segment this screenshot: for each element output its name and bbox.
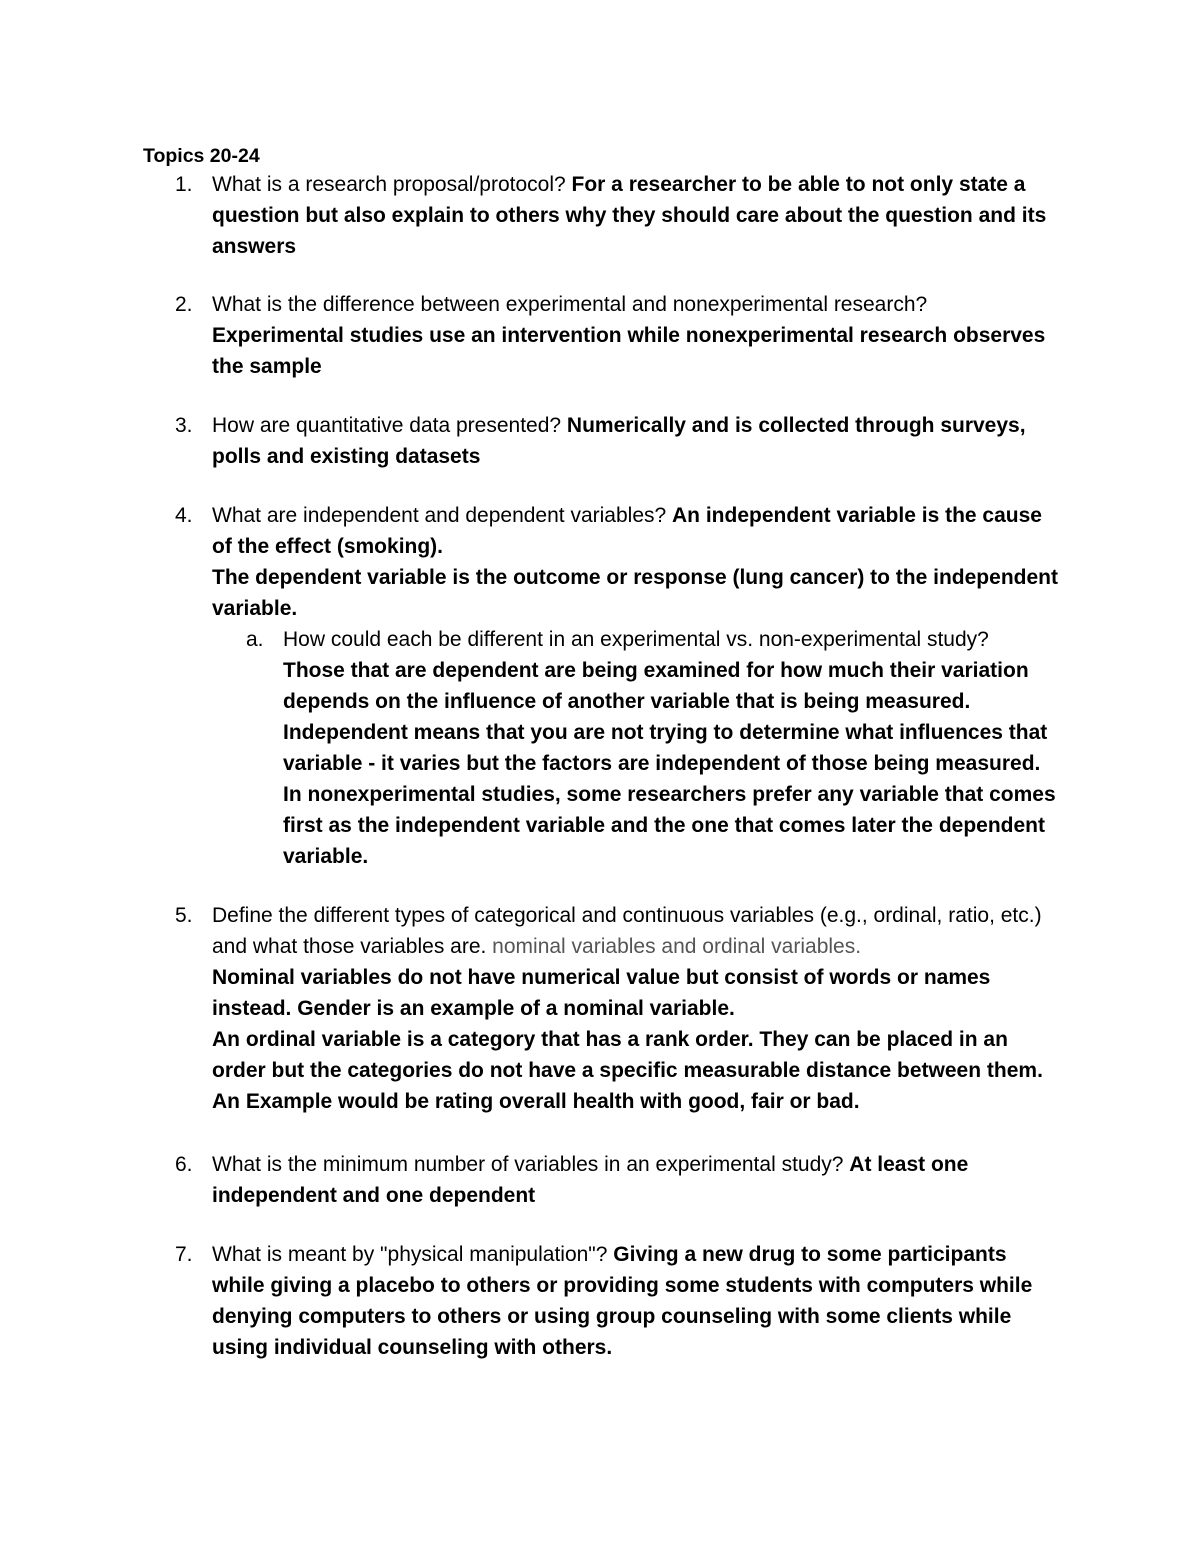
sub-answer-text: Those that are dependent are being examined for how much their variation depends on the influence of another variable that is being measured. Independent means that you are not trying to determine what influences that variable - it varies but the factors are independent of those being measured. [283,659,1048,775]
question-item-6 [175,1149,1062,1211]
question-text: What are independent and dependent variables? [212,504,673,527]
question-number: 1. [175,173,193,196]
question-item-4 [175,500,1062,624]
answer-text-continued: The dependent variable is the outcome or response (lung cancer) to the independent variable. [212,566,1058,620]
question-item-5 [175,900,1062,1117]
answer-text: Experimental studies use an intervention while nonexperimental research observes the sample [212,324,1046,378]
question-item-3 [175,410,1062,472]
question-item-1 [175,169,1062,262]
answer-example: An Example would be rating overall health with good, fair or bad. [212,1090,860,1113]
question-number: 2. [175,293,193,316]
question-text: How are quantitative data presented? [212,414,567,437]
answer-text-continued: An ordinal variable is a category that has a rank order. They can be placed in an order but the categories do not have a specific measurable distance between them. [212,1028,1043,1082]
question-text: Define the different types of categorical and continuous variables (e.g., ordinal, ratio, etc.) and what those variables are. [212,904,1042,958]
sub-question-letter: a. [246,628,264,651]
sub-question-text: How could each be different in an experimental vs. non-experimental study? [283,628,989,651]
question-number: 4. [175,504,193,527]
sub-answer-text-continued: In nonexperimental studies, some researchers prefer any variable that comes first as the independent variable and the one that comes later the dependent variable. [283,783,1056,868]
question-text: What is a research proposal/protocol? [212,173,572,196]
question-number: 5. [175,904,193,927]
answer-text: Numerically and is collected through surveys, polls and existing datasets [212,414,1026,468]
answer-text: For a researcher to be able to not only state a question but also explain to others why they should care about the question and its answers [212,173,1047,258]
sub-question-4a [246,624,1063,872]
question-number: 6. [175,1153,193,1176]
question-item-7 [175,1239,1062,1363]
answer-text: Nominal variables do not have numerical value but consist of words or names instead. Gender is an example of a nominal variable. [212,966,991,1020]
question-text-tail: nominal variables and ordinal variables. [492,935,862,958]
answer-text: An independent variable is the cause of the effect (smoking). [212,504,1042,558]
question-text: What is meant by "physical manipulation"? [212,1243,614,1266]
document-title: Topics 20-24 [143,145,260,167]
answer-text: At least one independent and one dependent [212,1153,969,1207]
question-text: What is the difference between experimental and nonexperimental research? [212,293,928,316]
question-item-2 [175,289,1062,382]
answer-text: Giving a new drug to some participants while giving a placebo to others or providing some students with computers while denying computers to others or using group counseling with some clients while using individual counseling with others. [212,1243,1033,1359]
question-number: 3. [175,414,193,437]
question-number: 7. [175,1243,193,1266]
question-text: What is the minimum number of variables in an experimental study? [212,1153,850,1176]
